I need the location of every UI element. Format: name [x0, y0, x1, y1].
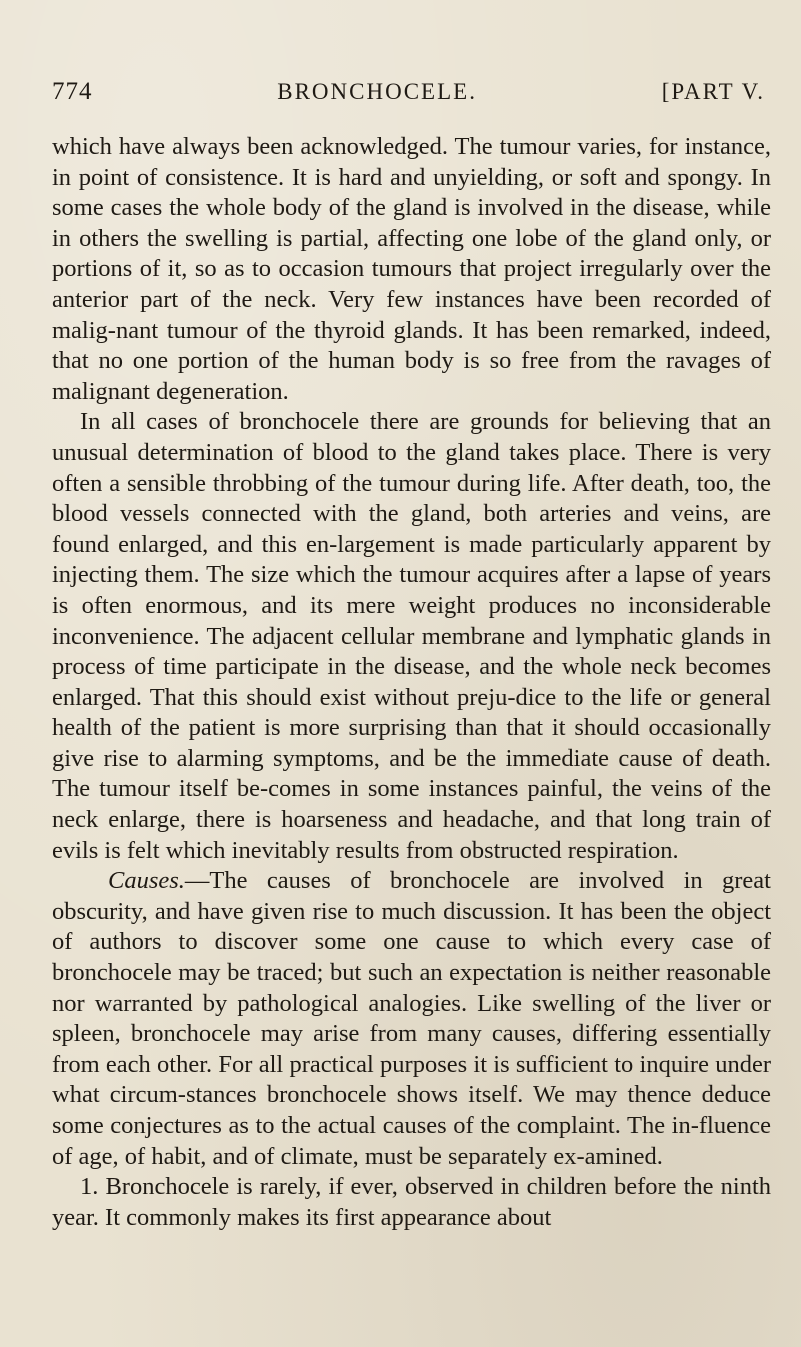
paragraph-3-text: —The causes of bronchocele are involved in great obscurity, and have given rise to much discussion. It has been the object of authors to discover some one cause to which every case of bronchocele may be traced; but such an expectation is neither reasonable nor warranted by pathological analogies. Like swelling of the liver or spleen, bronchocele may arise from many causes, differing essentially from each other. For all practical purposes it is sufficient to inquire under what circum-stances bronchocele shows itself. We may thence deduce some conjectures as to the actual causes of the complaint. The in-fluence of age, of habit, and of climate, must be separately ex-amined.	[52, 867, 771, 1170]
section-lead-causes: Causes.	[108, 867, 185, 895]
paragraph-2: In all cases of bronchocele there are grounds for believing that an unusual determination of blood to the gland takes place. There is very often a sensible throbbing of the tumour during life. After death, too, the blood vessels connected with the gland, both arteries and veins, are found enlarged, and this en-largement is made particularly apparent by injecting them. The size which the tumour acquires after a lapse of years is often enormous, and its mere weight produces no inconsiderable inconvenience. The adjacent cellular membrane and lymphatic glands in process of time participate in the disease, and the whole neck becomes enlarged. That this should exist without preju-dice to the life or general health of the patient is more surprising than that it should occasionally give rise to alarming symptoms, and be the immediate cause of death. The tumour itself be-comes in some instances painful, the veins of the neck enlarge, there is hoarseness and headache, and that long train of evils is felt which inevitably results from obstructed respiration.	[52, 408, 771, 864]
paragraph-4: 1. Bronchocele is rarely, if ever, observed in children before the ninth year. It commonly makes its first appearance about	[52, 1173, 771, 1231]
running-title: BRONCHOCELE.	[277, 79, 477, 104]
paragraph-3	[52, 866, 771, 1172]
part-label: [PART V.	[661, 79, 765, 104]
body-text	[52, 132, 771, 1233]
running-head	[52, 78, 771, 106]
paragraph-1: which have always been acknowledged. The tumour varies, for instance, in point of consistence. It is hard and unyielding, or soft and spongy. In some cases the whole body of the gland is involved in the disease, while in others the swelling is partial, affecting one lobe of the gland only, or portions of it, so as to occasion tumours that project irregularly over the anterior part of the neck. Very few instances have been recorded of malig-nant tumour of the thyroid glands. It has been remarked, indeed, that no one portion of the human body is so free from the ravages of malignant degeneration.	[52, 133, 771, 405]
page-number: 774	[52, 78, 93, 105]
